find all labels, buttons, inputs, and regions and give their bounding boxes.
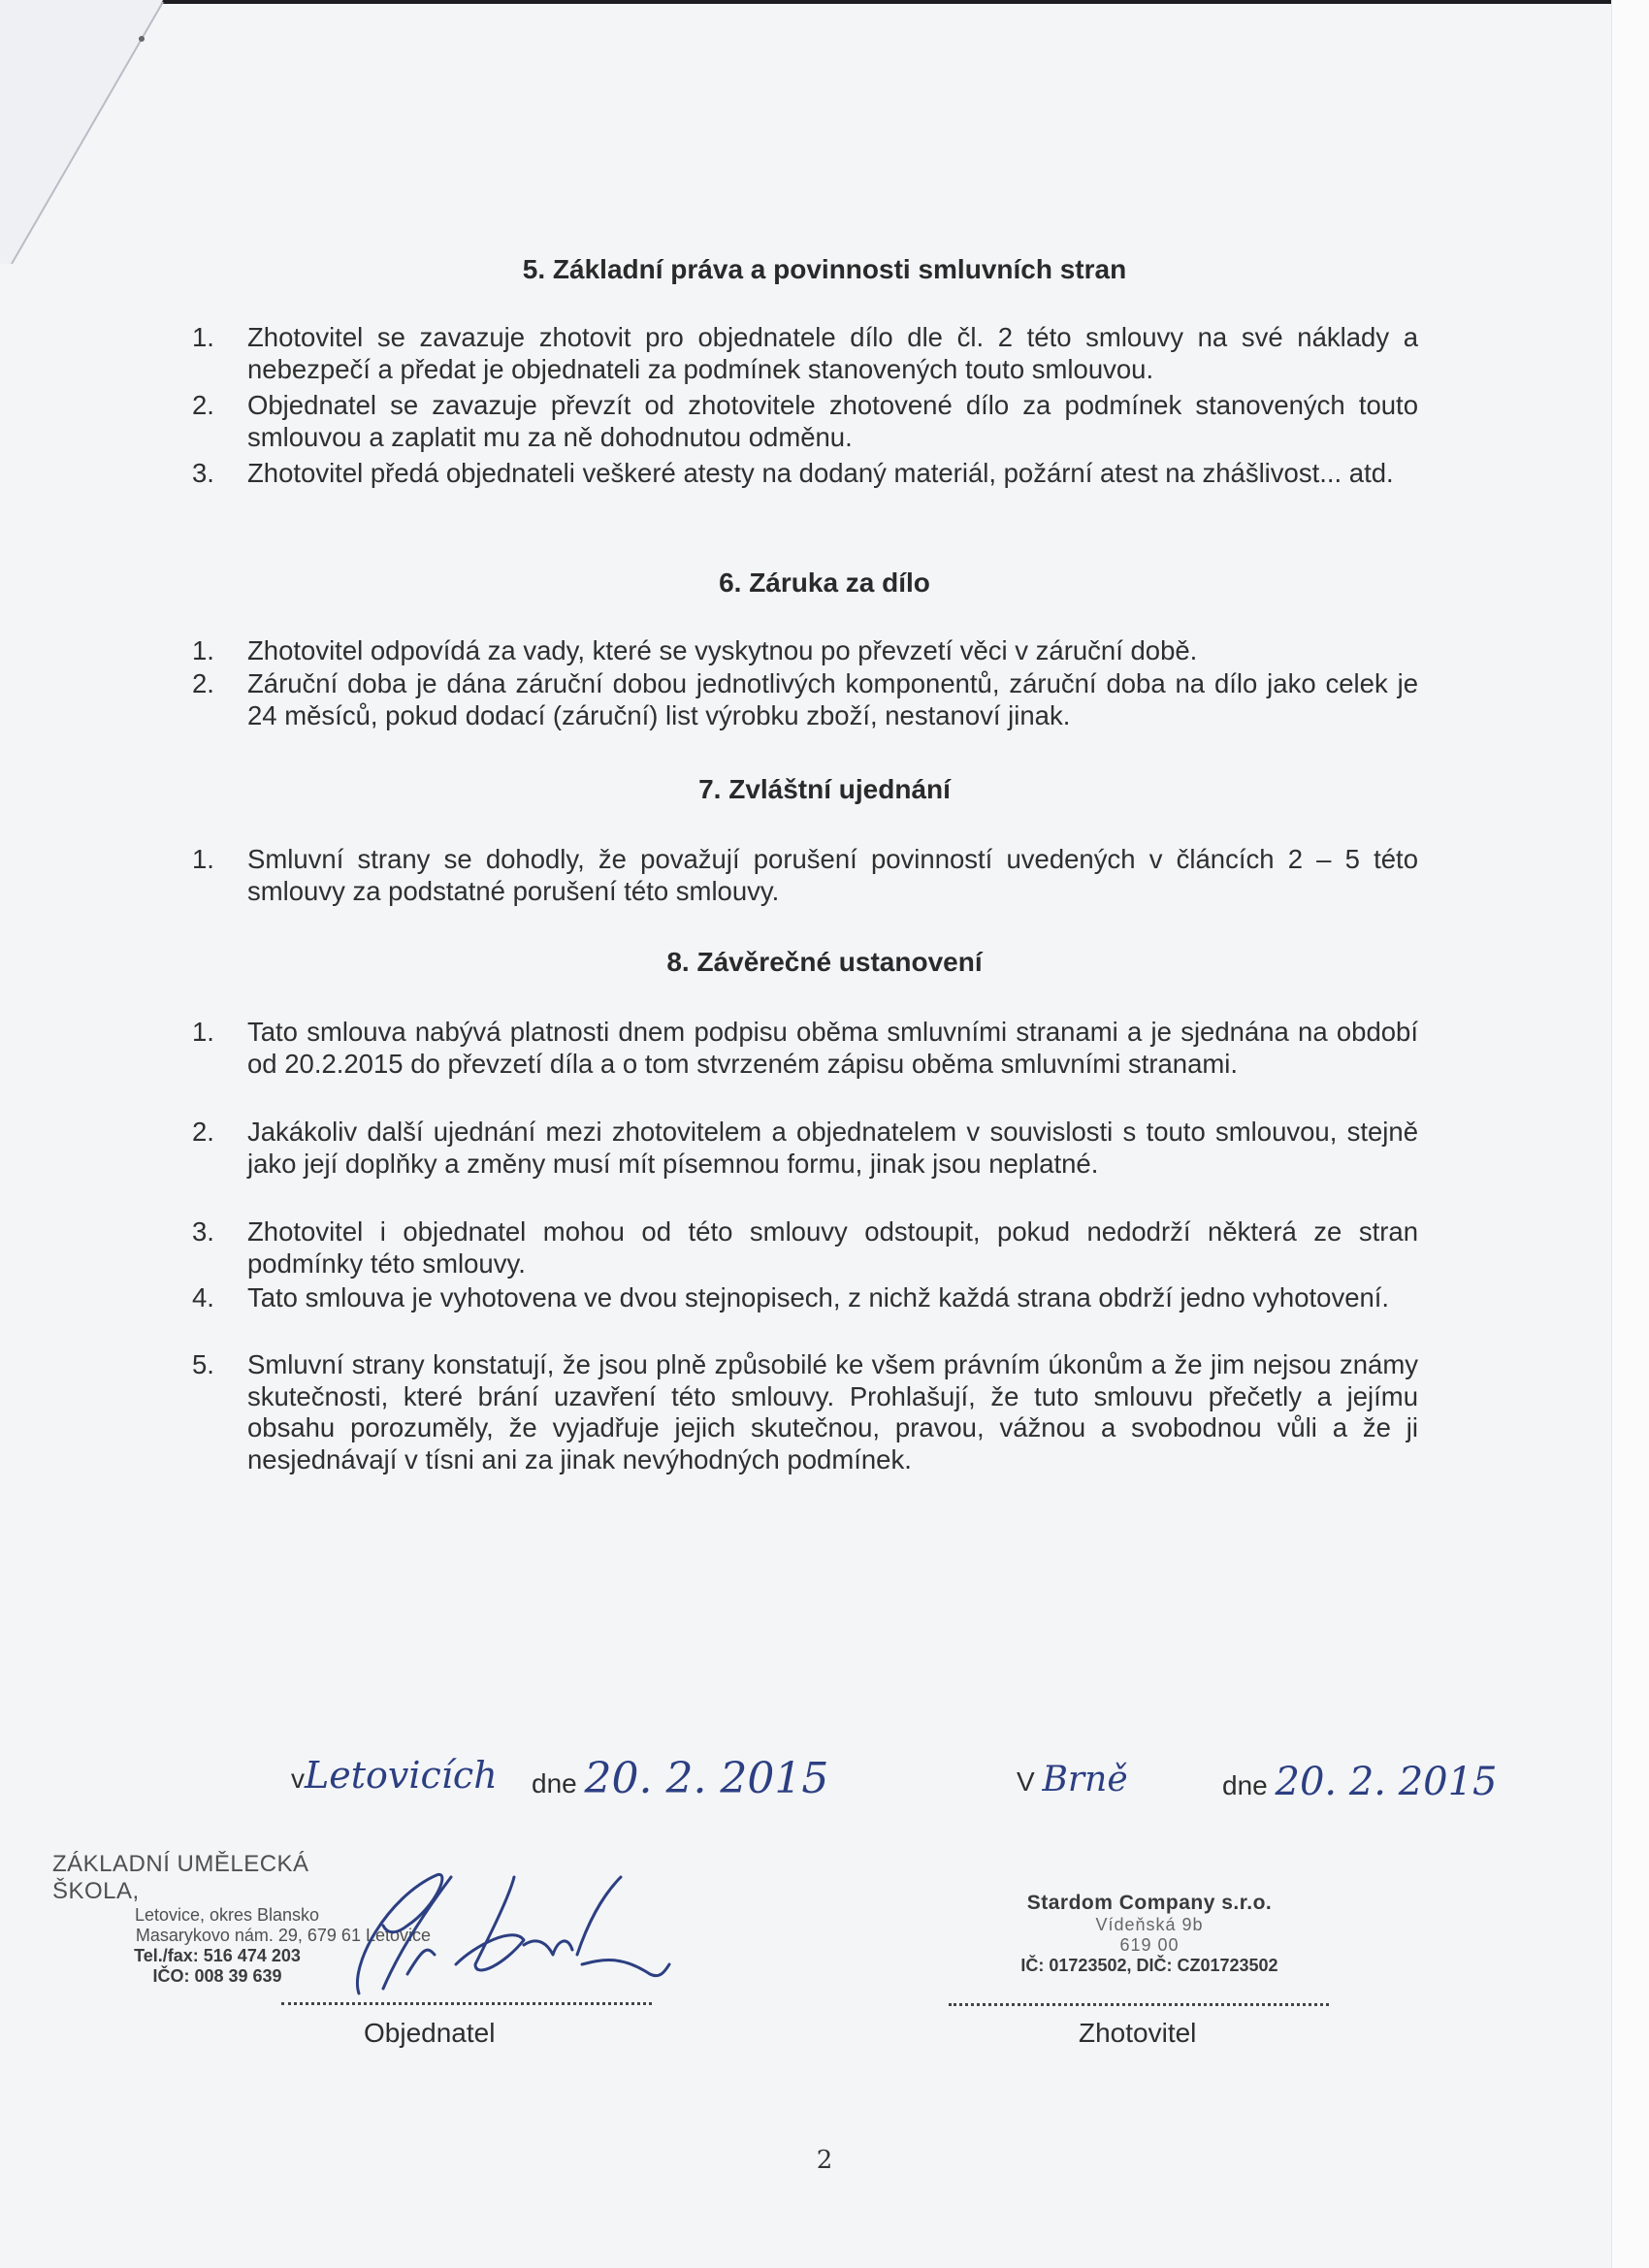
section-heading: 5. Základní práva a povinnosti smluvních stran bbox=[522, 254, 1127, 284]
list-item bbox=[192, 1349, 1418, 1475]
section-heading: 7. Zvláštní ujednání bbox=[698, 774, 951, 804]
item-number: 2. bbox=[192, 390, 214, 420]
stamp-line: Vídeňská 9b bbox=[1095, 1915, 1204, 1934]
item-number: 4. bbox=[192, 1282, 214, 1312]
date-prefix: dne bbox=[532, 1768, 577, 1798]
handwritten-place: Letovicích bbox=[305, 1754, 498, 1797]
handwritten-date: 20. 2. 2015 bbox=[584, 1754, 829, 1803]
item-text: Zhotovitel i objednatel mohou od této smlouvy odstoupit, pokud nedodrží některá ze stran podmínky této smlouvy. bbox=[247, 1216, 1418, 1279]
stamp-line: 619 00 bbox=[1119, 1935, 1180, 1955]
signature-dotted-line bbox=[949, 2003, 1329, 2006]
item-text: Tato smlouva je vyhotovena ve dvou stejnopisech, z nichž každá strana obdrží jedno vyhotovení. bbox=[247, 1282, 1390, 1312]
list-item bbox=[192, 635, 1418, 667]
item-text: Zhotovitel se zavazuje zhotovit pro objednatele dílo dle čl. 2 této smlouvy na své náklady a nebezpečí a předat je objednateli za podmínek stanovených touto smlouvou. bbox=[247, 322, 1418, 384]
item-number: 1. bbox=[192, 322, 214, 352]
item-text: Smluvní strany se dohodly, že považují porušení povinností uvedených v článcích 2 – 5 této smlouvy za podstatné porušení této smlouvy. bbox=[247, 844, 1418, 906]
left-place-line bbox=[291, 1754, 498, 1797]
list-item bbox=[192, 1017, 1418, 1080]
stamp-line: Tel./fax: 516 474 203 bbox=[134, 1946, 301, 1965]
item-number: 1. bbox=[192, 1017, 214, 1047]
stamp-line: ZÁKLADNÍ UMĚLECKÁ ŠKOLA, bbox=[52, 1851, 309, 1904]
item-number: 1. bbox=[192, 844, 214, 874]
signature-dotted-line bbox=[281, 2002, 652, 2005]
item-text: Smluvní strany konstatují, že jsou plně způsobilé ke všem právním úkonům a že jim nejsou známy skutečnosti, které brání uzavření této smlouvy. Prohlašují, že tuto smlouvu přečetly a jejímu obsahu porozuměly, že vyjadřuje jejich skutečnou, pravou, vážnou a svobodnou vůli a že ji nesjednávají v tísni ani za jinak nevýhodných podmínek. bbox=[247, 1349, 1418, 1474]
item-number: 2. bbox=[192, 668, 214, 698]
handwritten-date: 20. 2. 2015 bbox=[1275, 1760, 1498, 1804]
handwritten-signature-objednatel bbox=[330, 1858, 679, 2003]
right-date-line bbox=[1222, 1760, 1498, 1804]
place-prefix: V bbox=[1017, 1766, 1035, 1797]
item-number: 1. bbox=[192, 635, 214, 665]
company-stamp bbox=[980, 1892, 1319, 1976]
list-item bbox=[192, 390, 1418, 453]
list-item bbox=[192, 322, 1418, 385]
section-heading: 8. Závěrečné ustanovení bbox=[666, 947, 983, 977]
list-item bbox=[192, 668, 1418, 731]
list-item bbox=[192, 1216, 1418, 1280]
stamp-line: Masarykovo nám. 29, 679 61 Letovice bbox=[135, 1926, 431, 1945]
date-prefix: dne bbox=[1222, 1770, 1268, 1800]
role-label-zhotovitel: Zhotovitel bbox=[1079, 2018, 1197, 2048]
right-place-line bbox=[1017, 1760, 1128, 1799]
stamp-line: Letovice, okres Blansko bbox=[134, 1905, 320, 1925]
place-prefix: v bbox=[291, 1764, 305, 1794]
item-text: Zhotovitel odpovídá za vady, které se vyskytnou po převzetí věci v záruční době. bbox=[247, 635, 1198, 665]
item-number: 3. bbox=[192, 1216, 214, 1247]
list-item bbox=[192, 1282, 1418, 1314]
item-text: Záruční doba je dána záruční dobou jednotlivých komponentů, záruční doba na dílo jako celek je 24 měsíců, pokud dodací (záruční) list výrobku zboží, nestanoví jinak. bbox=[247, 668, 1418, 730]
role-label-objednatel: Objednatel bbox=[364, 2018, 496, 2048]
stamp-line: Stardom Company s.r.o. bbox=[1026, 1892, 1273, 1914]
item-number: 5. bbox=[192, 1349, 214, 1379]
item-text: Jakákoliv další ujednání mezi zhotovitelem a objednatelem v souvislosti s touto smlouvou, stejně jako její doplňky a změny musí mít písemnou formu, jinak jsou neplatné. bbox=[247, 1117, 1418, 1179]
section-heading: 6. Záruka za dílo bbox=[719, 567, 930, 598]
page-number: 2 bbox=[816, 2146, 833, 2175]
stamp-line: IČ: 01723502, DIČ: CZ01723502 bbox=[1020, 1956, 1278, 1975]
list-item bbox=[192, 844, 1418, 907]
item-text: Tato smlouva nabývá platnosti dnem podpisu oběma smluvními stranami a je sjednána na období od 20.2.2015 do převzetí díla a o tom stvrzeném zápisu oběma smluvními stranami. bbox=[247, 1017, 1418, 1079]
stamp-line: IČO: 008 39 639 bbox=[152, 1966, 282, 1986]
list-item bbox=[192, 1117, 1418, 1180]
list-item bbox=[192, 458, 1418, 490]
handwritten-place: Brně bbox=[1042, 1760, 1128, 1799]
item-text: Zhotovitel předá objednateli veškeré atesty na dodaný materiál, požární atest na zhášlivost... atd. bbox=[247, 458, 1394, 488]
item-number: 2. bbox=[192, 1117, 214, 1147]
item-text: Objednatel se zavazuje převzít od zhotovitele zhotovené dílo za podmínek stanovených touto smlouvou a zaplatit mu za ně dohodnutou odměnu. bbox=[247, 390, 1418, 452]
left-date-line bbox=[532, 1754, 828, 1803]
item-number: 3. bbox=[192, 458, 214, 488]
